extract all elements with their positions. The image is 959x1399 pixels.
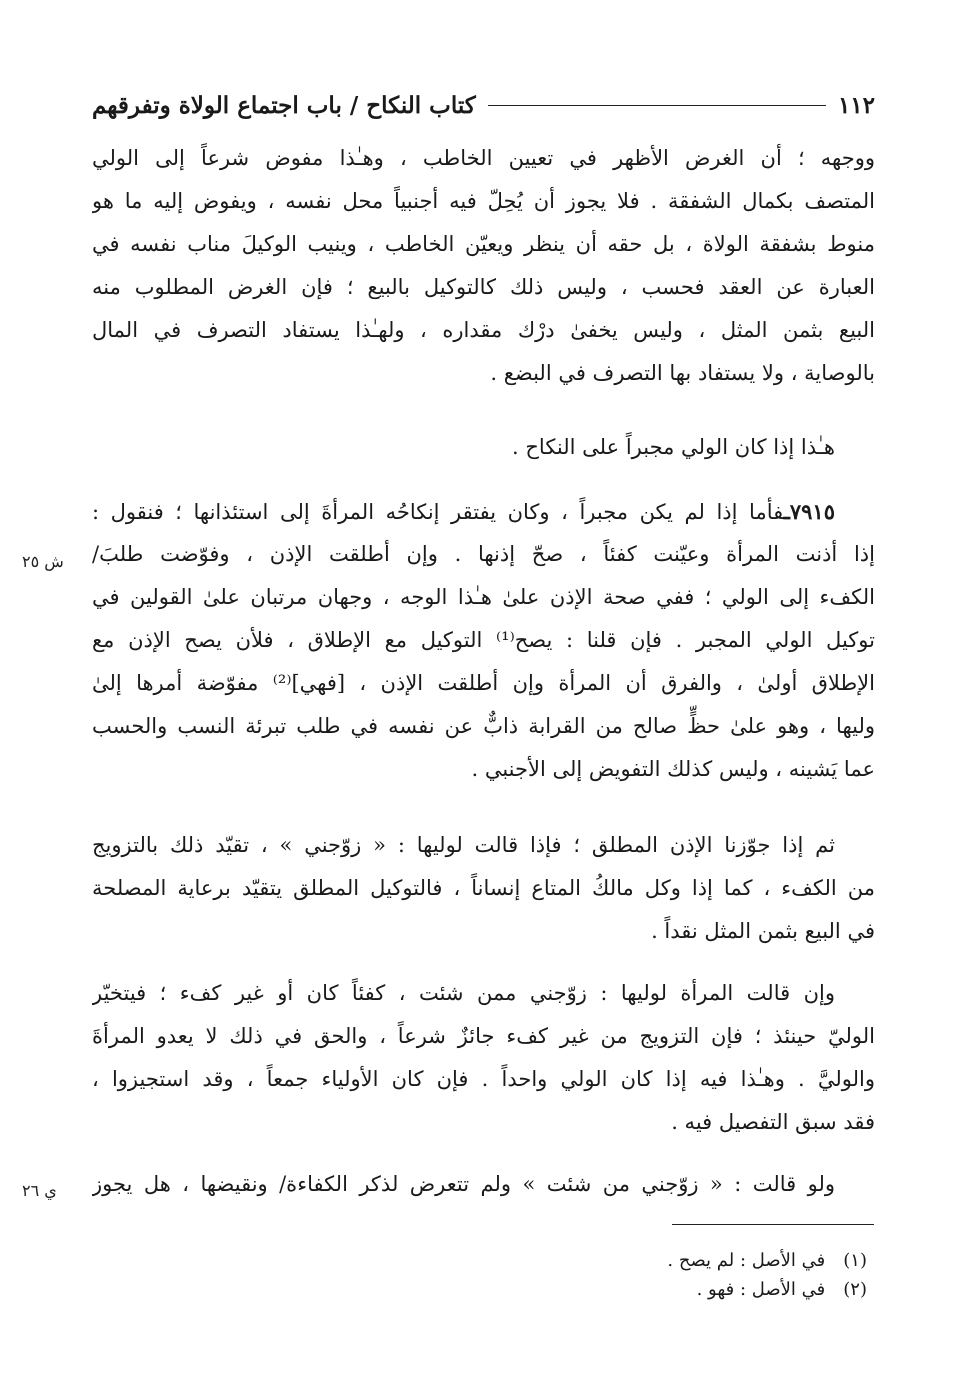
text-line: هـٰذا إذا كان الولي مجبراً على النكاح . — [512, 435, 835, 459]
footnote-1 — [667, 1246, 867, 1275]
text-line: المتصف بكمال الشفقة . فلا يجوز أن يُحِلّ فيه أجنبياً محل نفسه ، ويفوض إليه ما هو — [92, 189, 875, 213]
text-line: ووجهه ؛ أن الغرض الأظهر في تعيين الخاطب ، وهـٰذا مفوض شرعاً إلى الولي — [92, 146, 875, 170]
text-line: من الكفء ، كما إذا وكل مالكُ المتاع إنساناً ، فالتوكيل المطلق يتقيّد برعاية المصلحة — [92, 876, 875, 900]
text-line: عما يَشينه ، وليس كذلك التفويض إلى الأجنبي . — [471, 757, 875, 781]
text-line — [92, 490, 875, 533]
header-title: كتاب النكاح / باب اجتماع الولاة وتفرقهم — [92, 91, 476, 119]
footnote-text: في الأصل : فهو . — [696, 1279, 826, 1300]
text-line: والوليَّ . وهـٰذا فيه إذا كان الولي واحداً . فإن كان الأولياء جمعاً ، وقد استجيزوا ، — [92, 1067, 875, 1091]
text-line: ولو قالت : « زوّجني من شئت » ولم تتعرض لذكر الكفاءة/ ونقيضها ، هل يجوز — [92, 1172, 835, 1196]
footnote-2 — [667, 1275, 867, 1304]
paragraph-6 — [92, 1163, 875, 1206]
text-line: ثم إذا جوّزنا الإذن المطلق ؛ فإذا قالت لوليها : « زوّجني » ، تقيّد ذلك بالتزويج — [92, 833, 835, 857]
text-line: توكيل الولي المجبر . فإن قلنا : يصح⁽¹⁾ التوكيل مع الإطلاق ، فلأن يصح الإذن مع — [92, 628, 875, 652]
text-line: الكفء إلى الولي ؛ ففي صحة الإذن علىٰ هـٰذا الوجه ، وجهان مرتبان علىٰ القولين في — [92, 585, 875, 609]
footnote-separator — [672, 1224, 874, 1225]
text-line: العبارة عن العقد فحسب ، وليس ذلك كالتوكيل بالبيع ؛ فإن الغرض المطلوب منه — [92, 275, 875, 299]
footnote-text: في الأصل : لم يصح . — [667, 1250, 826, 1271]
footnotes — [667, 1246, 867, 1304]
footnote-number: (٢) — [843, 1279, 867, 1300]
margin-note-manuscript-sh25: ش ٢٥ — [22, 552, 64, 571]
running-header — [92, 88, 875, 122]
text-line: في البيع بثمن المثل نقداً . — [651, 919, 875, 943]
footnote-number: (١) — [843, 1250, 867, 1271]
text-run: فأما إذا لم يكن مجبراً ، وكان يفتقر إنكاحُه المرأةَ إلى استئذانها ؛ فنقول : — [92, 500, 784, 524]
text-line: إذا أذنت المرأة وعيّنت كفئاً ، صحّ إذنها . وإن أطلقت الإذن ، وفوّضت طلبَ/ — [92, 542, 875, 566]
paragraph-3 — [92, 490, 875, 791]
text-line: البيع بثمن المثل ، وليس يخفىٰ درْك مقداره ، ولهـٰذا يستفاد التصرف في المال — [92, 318, 875, 342]
text-line: منوط بشفقة الولاة ، بل حقه أن ينظر ويعيّن الخاطب ، وينيب الوكيلَ مناب نفسه في — [92, 232, 875, 256]
text-line: الإطلاق أولىٰ ، والفرق أن المرأة وإن أطلقت الإذن ، [فهي]⁽²⁾ مفوّضة أمرها إلىٰ — [92, 671, 875, 695]
text-line: وليها ، وهو علىٰ حظٍّ صالح من القرابة ذابٌّ عن نفسه في طلب تبرئة النسب والحسب — [92, 714, 875, 738]
page-number: ١١٢ — [837, 91, 875, 119]
paragraph-5 — [92, 972, 875, 1144]
paragraph-4 — [92, 824, 875, 953]
text-line: الوليّ حينئذ ؛ فإن التزويج من غير كفء جائزٌ شرعاً ، والحق في ذلك لا يعدو المرأةَ — [92, 1024, 875, 1048]
text-line: وإن قالت المرأة لوليها : زوّجني ممن شئت ، كفئاً كان أو غير كفء ؛ فيتخيّر — [92, 981, 835, 1005]
text-line: فقد سبق التفصيل فيه . — [671, 1110, 875, 1134]
paragraph-2 — [92, 426, 875, 469]
header-rule — [488, 105, 826, 106]
margin-note-manuscript-y26: ي ٢٦ — [22, 1181, 57, 1200]
text-line: بالوصاية ، ولا يستفاد بها التصرف في البضع . — [490, 361, 875, 385]
paragraph-1 — [92, 137, 875, 395]
issue-number: ٧٩١٥ـ — [783, 499, 835, 524]
